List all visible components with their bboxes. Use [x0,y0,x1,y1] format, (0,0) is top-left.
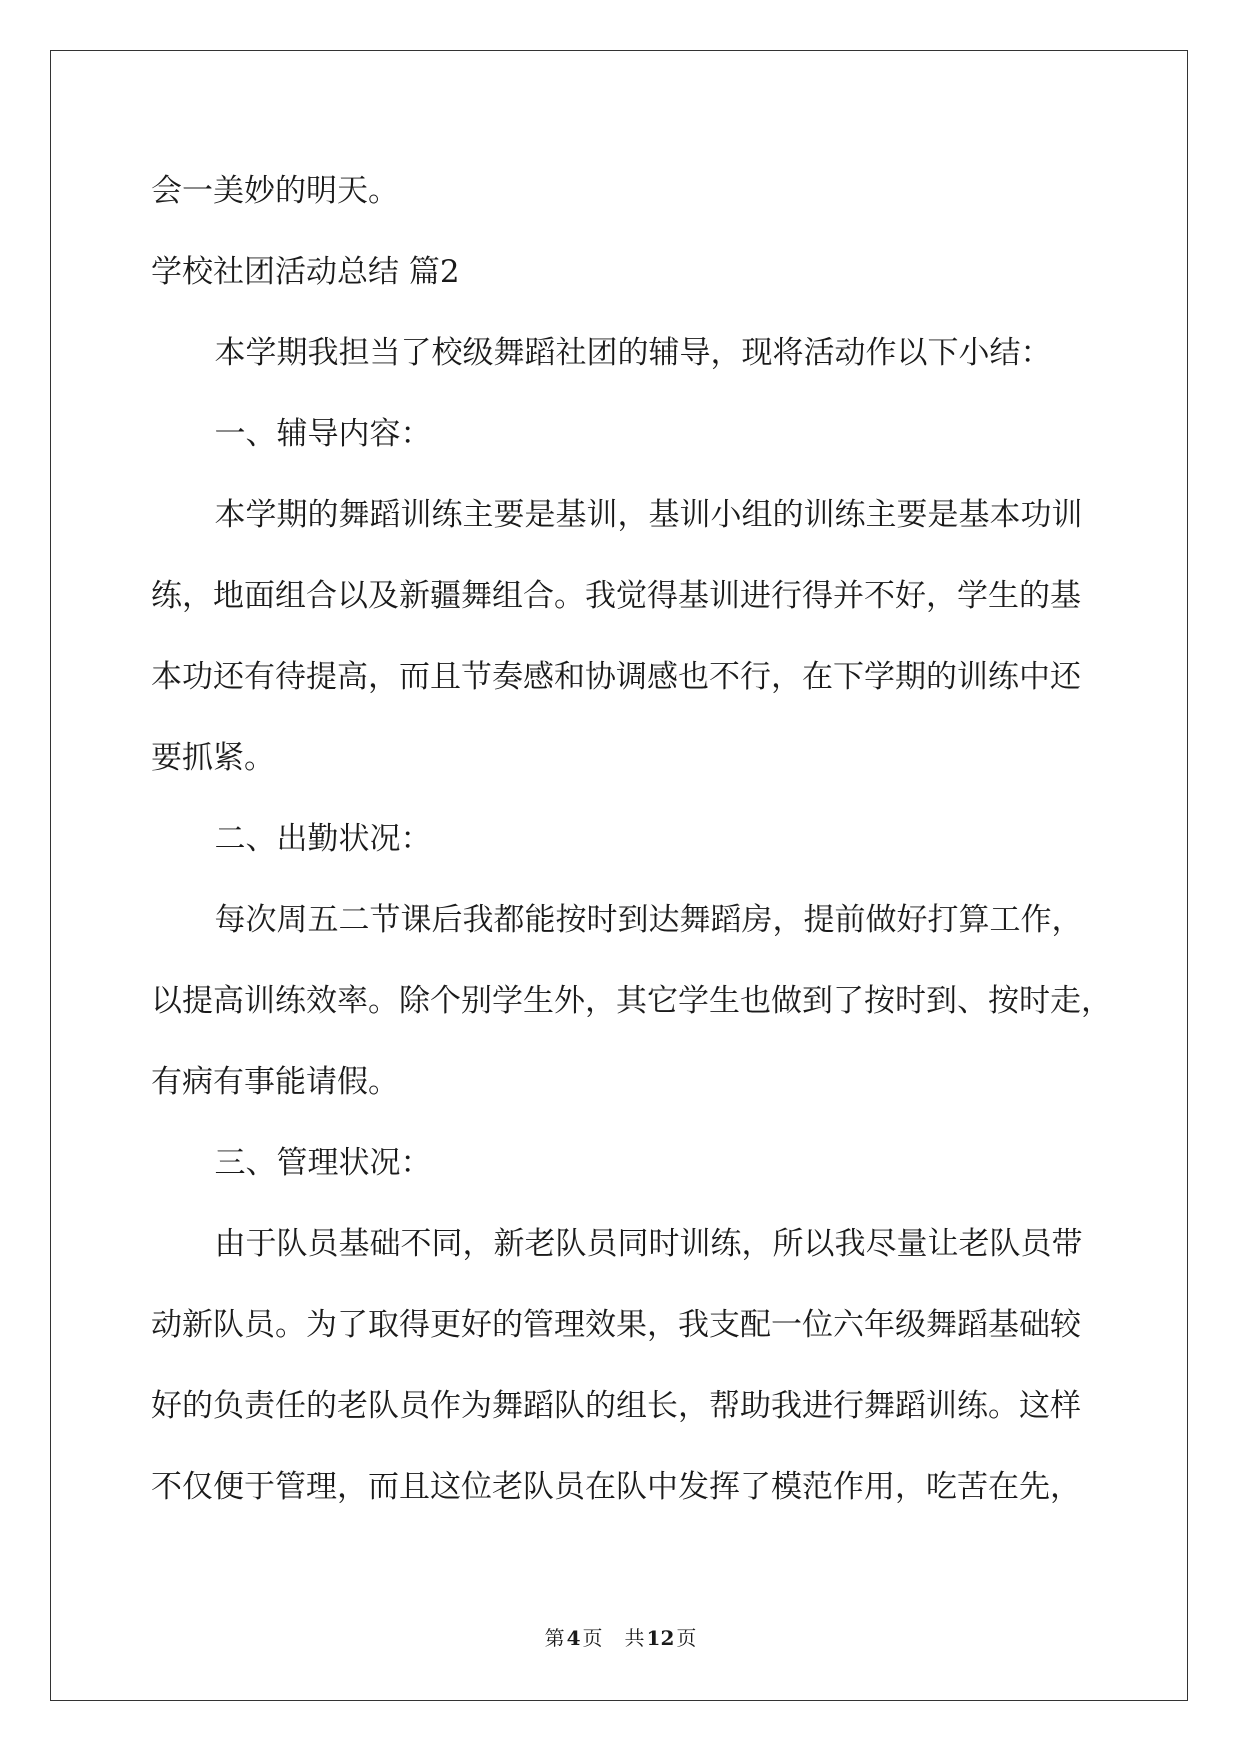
page-number: 4 [566,1626,581,1650]
paragraph-line: 不仅便于管理，而且这位老队员在队中发挥了模范作用，吃苦在先， [151,1469,1081,1505]
footer-total-suffix: 页 [676,1626,697,1650]
paragraph-line: 本功还有待提高，而且节奏感和协调感也不行，在下学期的训练中还 [151,659,1081,695]
subheading: 三、管理状况： [214,1145,432,1181]
paragraph-line: 以提高训练效率。除个别学生外，其它学生也做到了按时到、按时走， [151,983,1112,1019]
paragraph-attendance [151,880,1151,1123]
subheading: 二、出勤状况： [214,821,432,857]
page-content [151,151,1151,1528]
paragraph-line: 本学期的舞蹈训练主要是基训，基训小组的训练主要是基本功训 [214,497,1083,533]
paragraph-management [151,1204,1151,1528]
paragraph-intro [151,313,1151,394]
page-total: 12 [646,1626,675,1650]
page-footer [0,1626,1241,1650]
paragraph-line: 好的负责任的老队员作为舞蹈队的组长，帮助我进行舞蹈训练。这样 [151,1388,1081,1424]
footer-page-prefix: 第 [544,1626,565,1650]
paragraph-line: 每次周五二节课后我都能按时到达舞蹈房，提前做好打算工作， [214,902,1083,938]
paragraph-line: 练，地面组合以及新疆舞组合。我觉得基训进行得并不好，学生的基 [151,578,1081,614]
carryover-line: 会一美妙的明天。 [151,173,399,209]
footer-page-suffix: 页 [582,1626,603,1650]
heading-attendance [151,799,1151,880]
subheading: 一、辅导内容： [214,416,432,452]
heading-management [151,1123,1151,1204]
heading-guidance-content [151,394,1151,475]
footer-total-prefix: 共 [624,1626,645,1650]
paragraph-guidance [151,475,1151,799]
paragraph-line: 由于队员基础不同，新老队员同时训练，所以我尽量让老队员带 [214,1226,1083,1262]
paragraph-line: 有病有事能请假。 [151,1064,399,1100]
paragraph-line: 本学期我担当了校级舞蹈社团的辅导，现将活动作以下小结： [214,335,1052,371]
paragraph-line: 动新队员。为了取得更好的管理效果，我支配一位六年级舞蹈基础较 [151,1307,1081,1343]
section-title: 学校社团活动总结 篇2 [151,254,460,290]
paragraph-line: 要抓紧。 [151,740,275,776]
